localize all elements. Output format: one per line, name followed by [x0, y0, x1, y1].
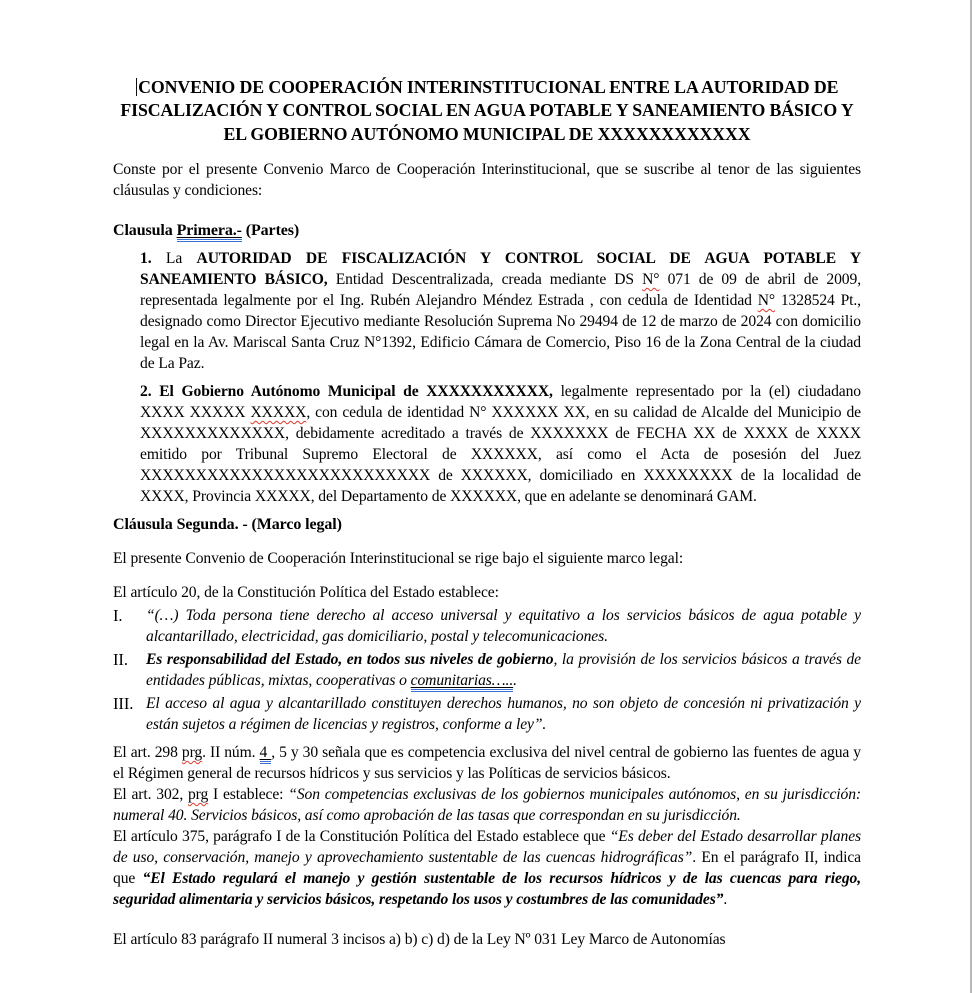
text-run: “El Estado regulará el manejo y gestión sustentable de los recursos hídricos y de las cuencas para riego, seguridad alimentaria y servicios básicos, respetando los usos y costumbres de las comunidades”: [113, 870, 862, 909]
spellcheck-flagged-text: prg: [187, 786, 209, 804]
text-run: El art. 302,: [113, 786, 188, 804]
text-run: , 5 y 30 señala que es competencia exclusiva del nivel central de gobierno las fuentes de agua y el Régimen general de recursos hídricos y sus servicios y las Políticas de servicios básicos.: [113, 744, 861, 783]
text-run: legalmente representado por la (el) ciudadano XXXX XXXXX: [140, 383, 861, 422]
text-run: 2. El Gobierno Autónomo Municipal de XXXXXXXXXXX,: [140, 383, 553, 401]
text-run: (Marco legal): [251, 516, 342, 534]
text-run: El artículo 375, parágrafo I de la Constitución Política del Estado establece que: [113, 828, 610, 846]
list-marker: II.: [113, 650, 128, 670]
list-marker: I.: [113, 606, 123, 626]
article-20-intro[interactable]: [113, 582, 861, 603]
spellcheck-flagged-text: N°: [757, 292, 776, 310]
list-item-text: [146, 693, 861, 735]
text-run: Cláusula Segunda.: [113, 516, 239, 534]
spellcheck-flagged-text: prg: [181, 744, 203, 762]
text-run: 1328524 Pt., designado como Director Ejecutivo mediante Resolución Suprema No 29494 de 12 de marzo de 2024 con domicilio legal en la Av. Mariscal Santa Cruz N°1392, Edificio Cámara de Comercio, Piso 16 de la Zona Central de la ciudad de La Paz.: [140, 292, 861, 373]
document-editing-surface[interactable]: [113, 76, 861, 950]
text-run: 1.: [140, 250, 152, 268]
list-marker: III.: [113, 694, 134, 714]
party-1-paragraph[interactable]: [140, 248, 861, 374]
list-item-text: [146, 649, 861, 691]
text-run: “(…) Toda persona tiene derecho al acceso universal y equitativo a los servicios básicos de agua potable y alcantarillado, electricidad, gas domiciliario, postal y telecomunicaciones.: [146, 607, 861, 646]
text-run: El artículo 20, de la Constitución Política del Estado establece:: [113, 584, 499, 602]
text-run: Entidad Descentralizada, creada mediante DS: [327, 271, 643, 289]
grammar-flagged-text: 4: [260, 744, 272, 764]
text-run: , con cedula de identidad N° XXXXXX XX, en su calidad de Alcalde del Municipio de XXXXXXXXXXXXX, debidamente acreditado a través de XXXXXXX de FECHA XX de XXXX de XXXX emitido por Tribunal Supremo Electoral de XXXXXX, así como el Acta de posesión del Juez XXXXXXXXXXXXXXXXXXXXXXXXXX de XXXXXX, domiciliado en XXXXXXXX de la localidad de XXXX, Provincia XXXXX, del Departamento de XXXXXX, que en adelante se denominará GAM.: [140, 404, 861, 506]
text-run: El artículo 83 parágrafo II numeral 3 incisos a) b) c) d) de la Ley Nº 031 Ley Marco de Autonomías: [113, 931, 726, 949]
text-run: 071 de 09 de abril de 2009, representada legalmente por el Ing. Rubén Alejandro Méndez Estrada , con cedula de Identidad: [140, 271, 862, 310]
grammar-flagged-text: Primera.-: [177, 222, 242, 242]
article-375-paragraph[interactable]: [113, 826, 861, 910]
spellcheck-flagged-text: N°: [642, 271, 660, 289]
text-run: El art. 298: [113, 744, 182, 762]
clause-1-heading[interactable]: [113, 220, 861, 241]
text-run: . II núm.: [202, 744, 260, 762]
article-298-paragraph[interactable]: [113, 742, 861, 784]
spellcheck-flagged-text: XXXXX: [250, 404, 307, 422]
article-20-item-1[interactable]: [113, 605, 861, 647]
text-run: . En el parágrafo II, indica que: [113, 849, 861, 888]
text-run: El acceso al agua y alcantarillado constituyen derechos humanos, no son objeto de concesión ni privatización y están sujetos a régimen de licencias y registros, conforme a ley”.: [146, 695, 861, 734]
party-2-paragraph[interactable]: [140, 381, 861, 507]
text-run: I establece:: [208, 786, 289, 804]
text-run: “Es deber del Estado desarrollar planes de uso, conservación, manejo y aprovechamiento sustentable de las cuencas hidrográficas”: [113, 828, 861, 867]
page-edge-line: [970, 0, 972, 993]
text-run: El presente Convenio de Cooperación Interinstitucional se rige bajo el siguiente marco legal:: [113, 550, 684, 568]
text-run: -: [238, 516, 252, 534]
article-83-paragraph-clipped[interactable]: [113, 929, 861, 950]
text-run: La: [151, 250, 197, 268]
grammar-flagged-text: comunitarias…..: [411, 672, 513, 692]
text-run: (Partes): [241, 222, 300, 240]
intro-paragraph[interactable]: [113, 159, 861, 201]
text-run: AUTORIDAD DE FISCALIZACIÓN Y CONTROL SOCIAL DE AGUA POTABLE Y SANEAMIENTO BÁSICO,: [140, 250, 862, 289]
clause-2-heading[interactable]: [113, 514, 861, 535]
document-title[interactable]: [113, 76, 861, 146]
article-302-paragraph[interactable]: [113, 784, 861, 826]
text-run: “Son competencias exclusivas de los gobiernos municipales autónomos, en su jurisdicción: numeral 40. Servicios básicos, así como aprobación de las tasas que correspondan en su jurisdicción.: [113, 786, 861, 825]
list-item-text: [146, 605, 861, 647]
text-run: .: [513, 672, 517, 690]
text-run: Clausula: [113, 222, 177, 240]
article-20-item-2[interactable]: [113, 649, 861, 691]
text-run: .: [723, 891, 728, 909]
text-run: Es responsabilidad del Estado, en todos sus niveles de gobierno: [146, 651, 554, 669]
text-run: CONVENIO DE COOPERACIÓN INTERINSTITUCIONAL ENTRE LA AUTORIDAD DE FISCALIZACIÓN Y CONTROL SOCIAL EN AGUA POTABLE Y SANEAMIENTO BÁSICO Y EL GOBIERNO AUTÓNOMO MUNICIPAL DE XXXXXXXXXXXX: [120, 77, 854, 144]
text-run: , la provisión de los servicios básicos a través de entidades públicas, mixtas, cooperativas o: [146, 651, 861, 690]
text-cursor: [136, 78, 138, 96]
article-20-item-3[interactable]: [113, 693, 861, 735]
text-run: Conste por el presente Convenio Marco de Cooperación Interinstitucional, que se suscribe al tenor de las siguientes cláusulas y condiciones:: [113, 161, 861, 200]
legal-framework-intro[interactable]: [113, 548, 861, 569]
